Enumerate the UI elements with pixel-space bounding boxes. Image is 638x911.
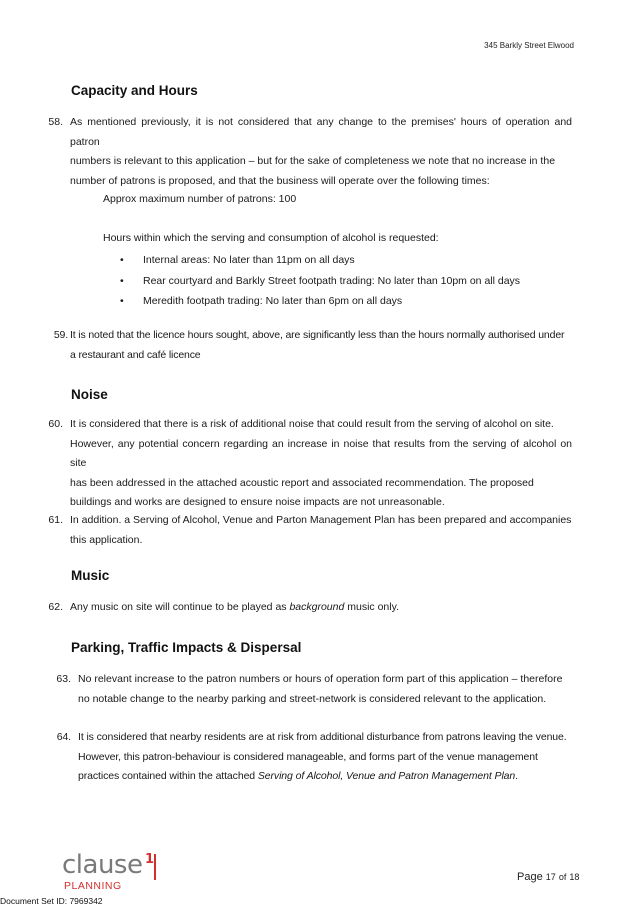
paragraph-59 [53, 326, 572, 365]
heading-parking-traffic: Parking, Traffic Impacts & Dispersal [71, 640, 302, 655]
list-item: • Rear courtyard and Barkly Street footpath trading: No later than 10pm on all days [118, 271, 520, 292]
page-number: Page 17 of 18 [517, 871, 580, 883]
paragraph-line: It is noted that the licence hours sought, above, are significantly less than the hours normally authorised under [70, 329, 565, 341]
hours-intro-line: Hours within which the serving and consumption of alcohol is requested: [103, 232, 439, 244]
paragraph-number: 60. [48, 418, 63, 430]
paragraph-line: It is considered that there is a risk of additional noise that could result from the serving of alcohol on site. [70, 418, 554, 430]
paragraph-line: It is considered that nearby residents are at risk from additional disturbance from patrons leaving the venue. [78, 731, 567, 743]
paragraph-line: a restaurant and café licence [70, 348, 201, 361]
paragraph-62 [48, 598, 572, 618]
logo-wordmark: clause [62, 850, 143, 880]
paragraph-line: numbers is relevant to this application – but for the sake of completeness we note that no increase in the [70, 155, 556, 167]
paragraph-line: practices contained within the attached Serving of Alcohol, Venue and Patron Management Plan. [78, 770, 518, 782]
clause1-planning-logo [62, 850, 162, 896]
paragraph-line: In addition. a Serving of Alcohol, Venue and Parton Management Plan has been prepared and accompanies [70, 514, 572, 526]
heading-music: Music [71, 568, 110, 583]
patron-capacity-line: Approx maximum number of patrons: 100 [103, 193, 297, 205]
emphasis-text: background [289, 601, 345, 613]
logo-accent-bar [154, 854, 156, 880]
paragraph-64 [56, 728, 572, 806]
bullet-icon: • [120, 274, 124, 287]
paragraph-line: As mentioned previously, it is not considered that any change to the premises' hours of operation and patron [70, 116, 572, 148]
paragraph-number: 63. [56, 673, 71, 685]
bullet-icon: • [120, 295, 124, 307]
paragraph-line: number of patrons is proposed, and that the business will operate over the following times: [70, 174, 490, 187]
paragraph-line: no notable change to the nearby parking and street-network is considered relevant to the application. [78, 692, 547, 705]
heading-capacity-and-hours: Capacity and Hours [71, 83, 198, 98]
paragraph-line: buildings and works are designed to ensure noise impacts are not unreasonable. [70, 496, 445, 508]
paragraph-line: However, any potential concern regarding an increase in noise that results from the serving of alcohol on site [70, 437, 572, 469]
paragraph-number: 58. [48, 116, 63, 128]
paragraph-number: 64. [56, 731, 71, 743]
list-item: • Internal areas: No later than 11pm on all days [118, 250, 520, 271]
paragraph-line: However, this patron-behaviour is considered manageable, and forms part of the venue management [78, 750, 538, 763]
paragraph-63 [56, 670, 572, 709]
header-address: 345 Barkly Street Elwood [484, 41, 574, 50]
list-item: • Meredith footpath trading: No later than 6pm on all days [118, 291, 520, 312]
emphasis-text: Serving of Alcohol, Venue and Patron Management Plan [257, 770, 516, 782]
paragraph-line: has been addressed in the attached acoustic report and associated recommendation. The proposed [70, 476, 534, 489]
trading-hours-list [118, 250, 520, 312]
paragraph-number: 61. [48, 514, 63, 526]
logo-subtitle: PLANNING [64, 880, 122, 892]
paragraph-number: 62. [48, 601, 63, 613]
heading-noise: Noise [71, 387, 108, 402]
paragraph-text: music only. [344, 601, 399, 613]
paragraph-text: Any music on site will continue to be played as [70, 601, 290, 613]
paragraph-number: 59. [53, 329, 68, 341]
document-set-id: Document Set ID: 7969342 [0, 896, 103, 906]
paragraph-61 [48, 511, 572, 550]
logo-superscript: 1 [145, 852, 155, 867]
bullet-icon: • [120, 254, 124, 266]
paragraph-line: No relevant increase to the patron numbers or hours of operation form part of this application – therefore [78, 673, 563, 685]
paragraph-line: this application. [70, 533, 143, 546]
